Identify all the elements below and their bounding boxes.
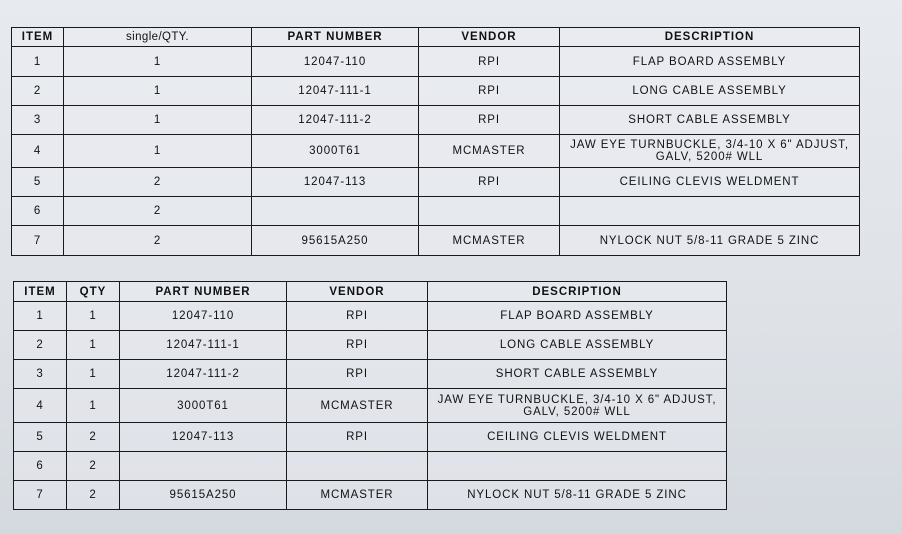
cell-qty: 1 [64, 135, 252, 168]
header-qty[interactable]: single/QTY. [64, 28, 252, 47]
table-row[interactable] [12, 77, 860, 106]
cell-item: 3 [12, 106, 64, 135]
cell-vendor: RPI [287, 302, 428, 331]
cell-vendor: RPI [419, 47, 560, 77]
cell-vendor: RPI [287, 360, 428, 389]
cell-description: SHORT CABLE ASSEMBLY [560, 106, 860, 135]
header-part-number[interactable]: PART NUMBER [120, 282, 287, 302]
cell-part-number: 3000T61 [252, 135, 419, 168]
cell-item: 6 [14, 452, 67, 481]
cell-description [560, 197, 860, 226]
header-description[interactable]: DESCRIPTION [560, 28, 860, 47]
cell-vendor [287, 452, 428, 481]
cell-vendor: MCMASTER [419, 135, 560, 168]
cell-vendor: RPI [419, 168, 560, 197]
table-row[interactable] [14, 302, 727, 331]
cell-part-number: 95615A250 [252, 226, 419, 256]
cell-description: NYLOCK NUT 5/8-11 GRADE 5 ZINC [560, 226, 860, 256]
cell-item: 2 [12, 77, 64, 106]
cell-vendor: RPI [287, 331, 428, 360]
header-item[interactable]: ITEM [14, 282, 67, 302]
cell-qty: 1 [64, 106, 252, 135]
cell-item: 4 [12, 135, 64, 168]
cell-part-number: 12047-111-1 [252, 77, 419, 106]
cell-description: FLAP BOARD ASSEMBLY [428, 302, 727, 331]
cell-description: LONG CABLE ASSEMBLY [428, 331, 727, 360]
cell-qty: 1 [67, 331, 120, 360]
cell-vendor: RPI [419, 106, 560, 135]
cell-part-number: 12047-111-2 [120, 360, 287, 389]
cell-part-number [252, 197, 419, 226]
cell-part-number: 12047-111-1 [120, 331, 287, 360]
cell-item: 1 [14, 302, 67, 331]
cell-description: FLAP BOARD ASSEMBLY [560, 47, 860, 77]
cell-item: 5 [12, 168, 64, 197]
cell-description: CEILING CLEVIS WELDMENT [560, 168, 860, 197]
cell-description: SHORT CABLE ASSEMBLY [428, 360, 727, 389]
cell-qty: 2 [64, 226, 252, 256]
table-row[interactable] [12, 168, 860, 197]
table-header-row [14, 282, 727, 302]
cell-item: 3 [14, 360, 67, 389]
cell-qty: 2 [64, 197, 252, 226]
table-row[interactable] [12, 106, 860, 135]
cell-qty: 1 [67, 389, 120, 423]
header-part-number[interactable]: PART NUMBER [252, 28, 419, 47]
bom-table-2 [13, 281, 727, 510]
cell-description: CEILING CLEVIS WELDMENT [428, 423, 727, 452]
table-row[interactable] [12, 197, 860, 226]
cell-item: 2 [14, 331, 67, 360]
cell-vendor: RPI [287, 423, 428, 452]
cell-part-number [120, 452, 287, 481]
cell-vendor: MCMASTER [419, 226, 560, 256]
header-vendor[interactable]: VENDOR [287, 282, 428, 302]
table-row[interactable] [14, 481, 727, 510]
table-row[interactable] [14, 331, 727, 360]
table-row[interactable] [14, 423, 727, 452]
cell-part-number: 12047-113 [252, 168, 419, 197]
table-row[interactable] [14, 452, 727, 481]
cell-qty: 1 [64, 47, 252, 77]
cell-qty: 2 [67, 423, 120, 452]
table-header-row [12, 28, 860, 47]
cell-item: 6 [12, 197, 64, 226]
header-item[interactable]: ITEM [12, 28, 64, 47]
cell-description [428, 452, 727, 481]
cell-qty: 1 [67, 302, 120, 331]
table-row[interactable] [12, 135, 860, 168]
table-row[interactable] [12, 226, 860, 256]
cell-vendor: RPI [419, 77, 560, 106]
cell-vendor [419, 197, 560, 226]
cell-part-number: 95615A250 [120, 481, 287, 510]
cell-item: 4 [14, 389, 67, 423]
cell-part-number: 3000T61 [120, 389, 287, 423]
cell-part-number: 12047-111-2 [252, 106, 419, 135]
cell-item: 5 [14, 423, 67, 452]
cell-description: JAW EYE TURNBUCKLE, 3/4-10 X 6" ADJUST, GALV, 5200# WLL [428, 389, 727, 423]
cell-qty: 2 [67, 481, 120, 510]
cell-qty: 1 [67, 360, 120, 389]
header-vendor[interactable]: VENDOR [419, 28, 560, 47]
header-description[interactable]: DESCRIPTION [428, 282, 727, 302]
cell-vendor: MCMASTER [287, 389, 428, 423]
cell-qty: 2 [64, 168, 252, 197]
cell-vendor: MCMASTER [287, 481, 428, 510]
table-row[interactable] [14, 360, 727, 389]
cell-description: LONG CABLE ASSEMBLY [560, 77, 860, 106]
cell-description: JAW EYE TURNBUCKLE, 3/4-10 X 6" ADJUST, GALV, 5200# WLL [560, 135, 860, 168]
header-qty[interactable]: QTY [67, 282, 120, 302]
cell-part-number: 12047-113 [120, 423, 287, 452]
table-row[interactable] [14, 389, 727, 423]
cell-qty: 2 [67, 452, 120, 481]
cell-description: NYLOCK NUT 5/8-11 GRADE 5 ZINC [428, 481, 727, 510]
table-row[interactable] [12, 47, 860, 77]
cell-item: 7 [12, 226, 64, 256]
bom-table-1 [11, 27, 860, 256]
cell-item: 7 [14, 481, 67, 510]
cell-part-number: 12047-110 [252, 47, 419, 77]
cell-qty: 1 [64, 77, 252, 106]
cell-item: 1 [12, 47, 64, 77]
cell-part-number: 12047-110 [120, 302, 287, 331]
